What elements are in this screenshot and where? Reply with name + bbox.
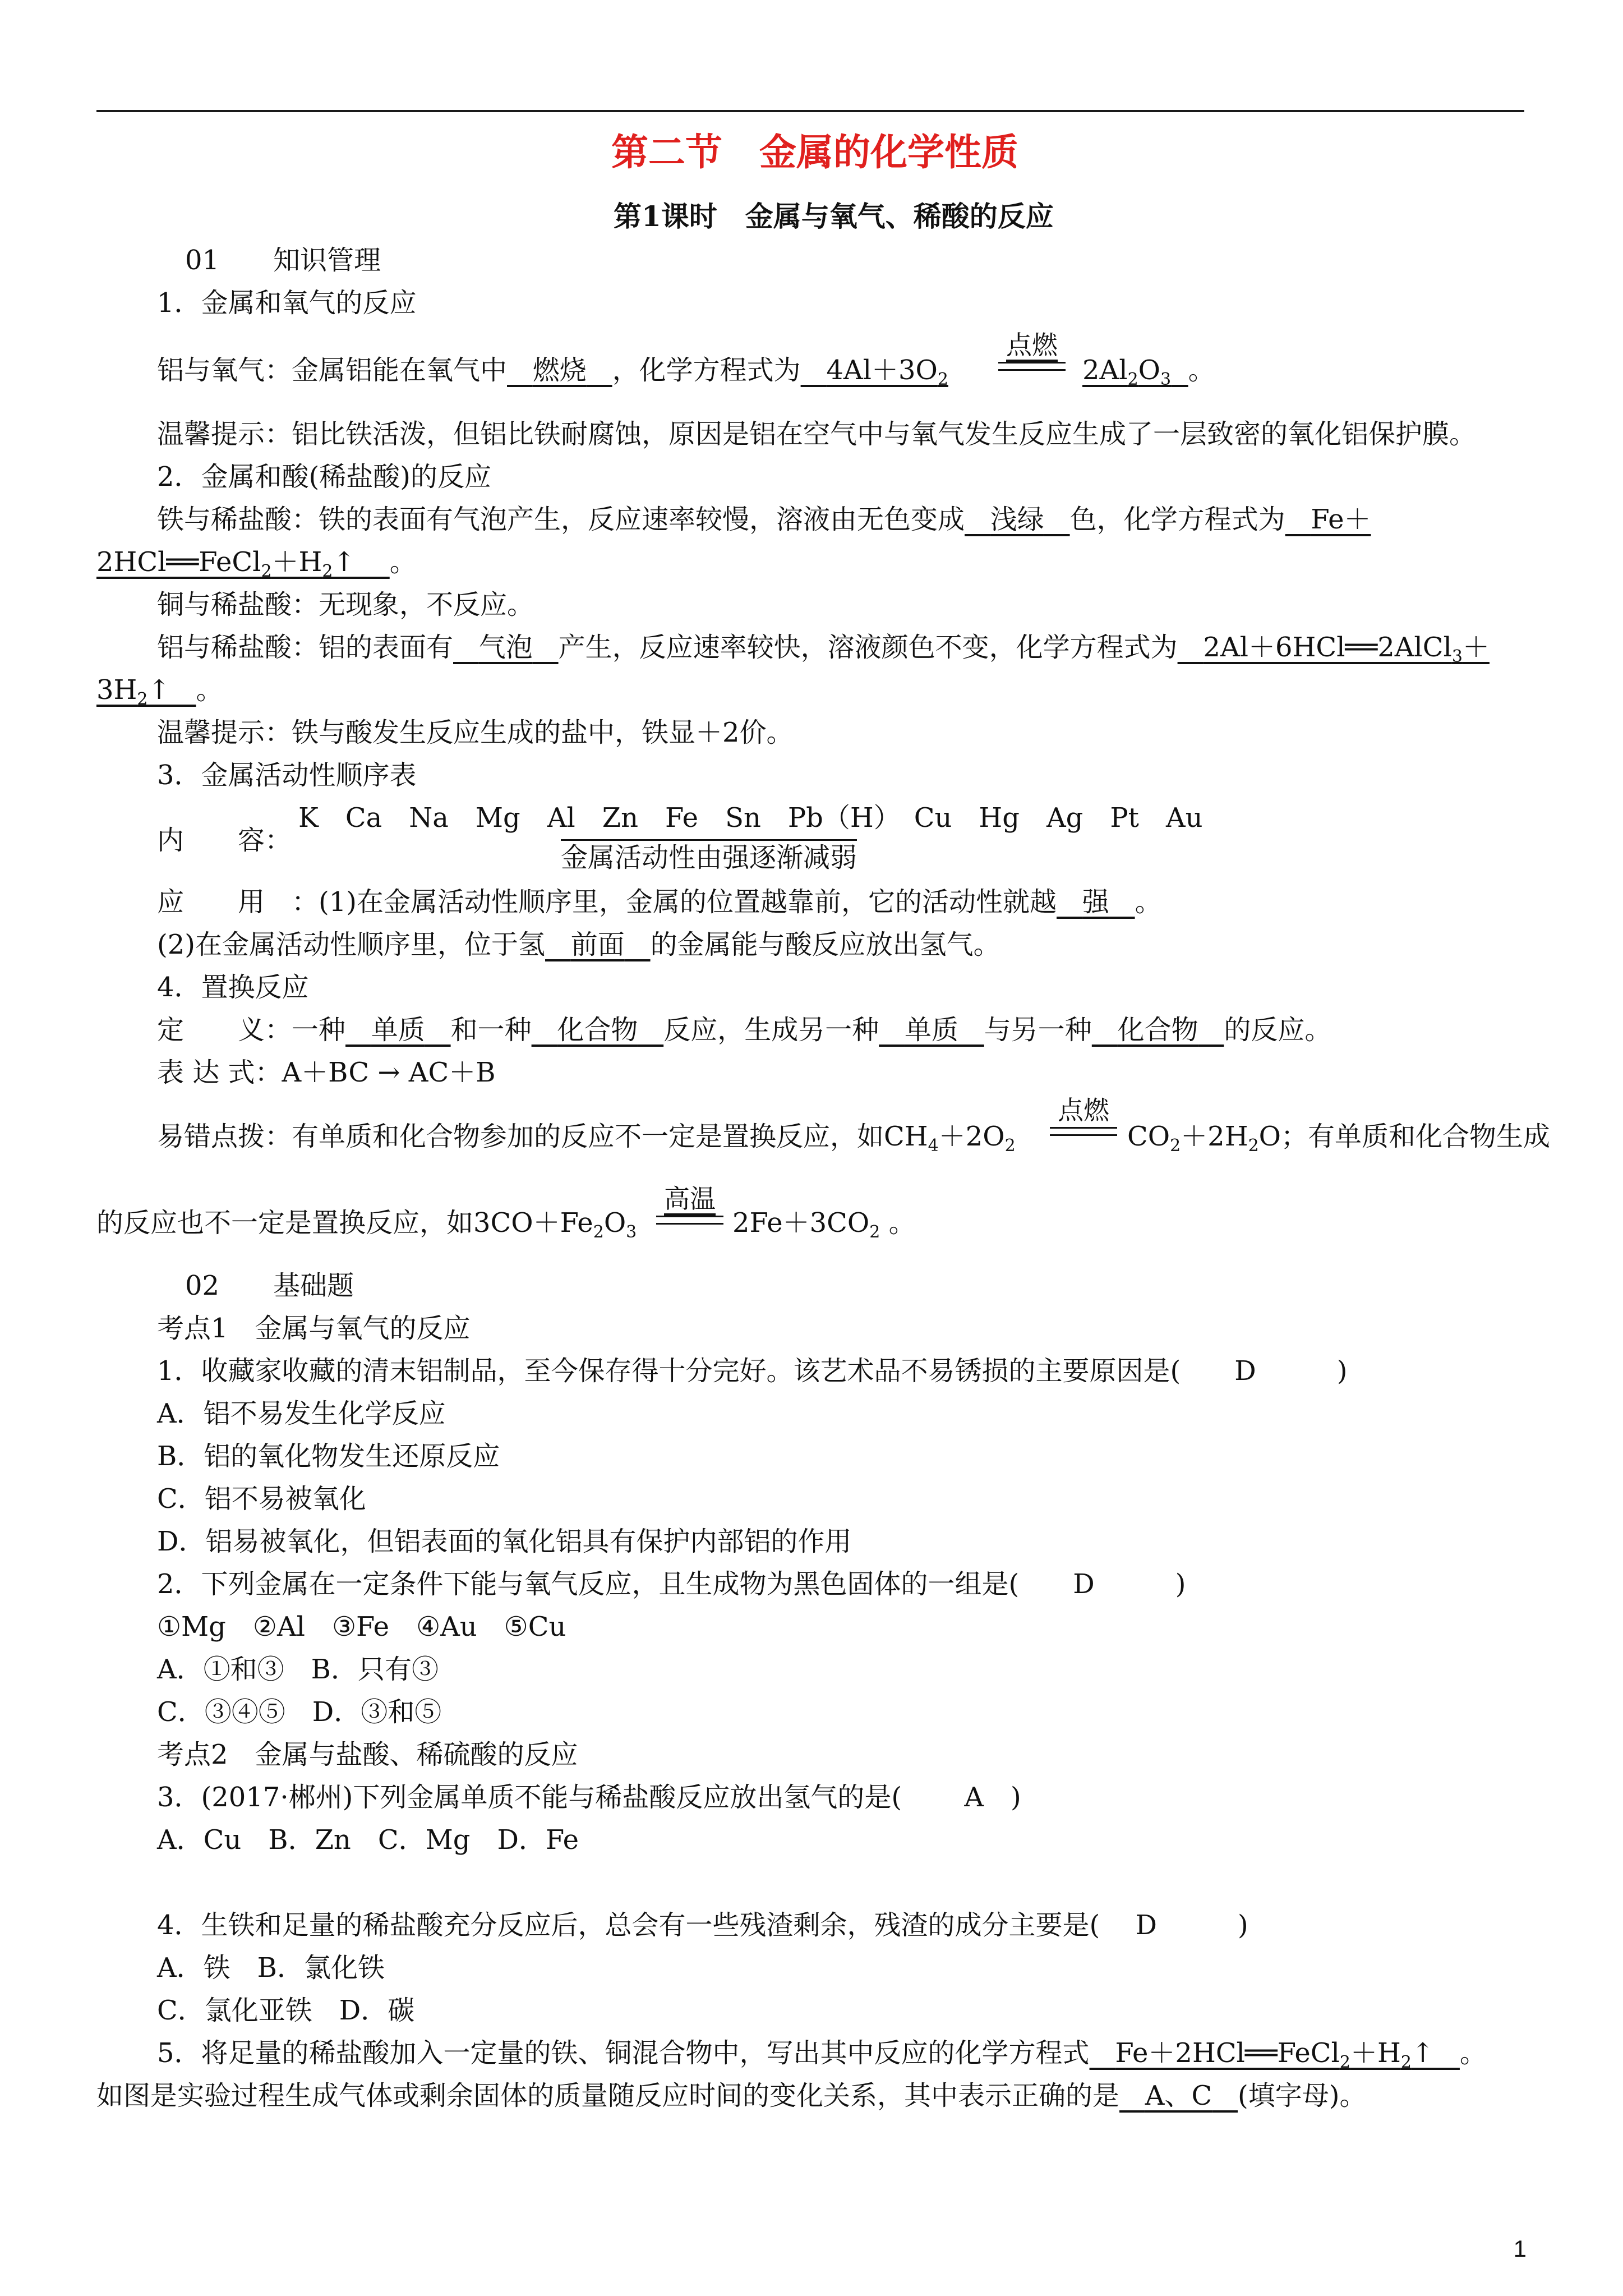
- lesson-subtitle: 第1课时 金属与氧气、稀酸的反应: [614, 200, 1054, 233]
- k2-answer-bubbles: 气泡: [478, 632, 533, 663]
- page-number: 1: [1513, 2235, 1527, 2262]
- k4-heading: 4．置换反应: [157, 972, 309, 1003]
- q4-options-ab: A．铁 B．氯化铁: [157, 1952, 385, 1984]
- k1-tip: 温馨提示：铝比铁活泼，但铝比铁耐腐蚀，原因是铝在空气中与氧气发生反应生成了一层致密的氧化铝保护膜。: [157, 418, 1477, 450]
- q2-stem: 2．下列金属在一定条件下能与氧气反应，且生成物为黑色固体的一组是( D ): [157, 1568, 1186, 1600]
- section-02-heading: 02 基础题: [185, 1270, 354, 1301]
- q2-options-ab: A．①和③ B．只有③: [157, 1654, 439, 1685]
- kp1-heading: 考点1 金属与氧气的反应: [157, 1313, 471, 1344]
- k2-aluminum-line: 铝与稀盐酸：铝的表面有 气泡 产生，反应速率较快，溶液颜色不变，化学方程式为 2Al＋6HCl══2AlCl$_3$＋: [157, 632, 1490, 666]
- q1-stem: 1．收藏家收藏的清末铝制品，至今保存得十分完好。该艺术品不易锈损的主要原因是( D ): [157, 1355, 1348, 1387]
- k1-al-oxygen-line: 铝与氧气：金属铝能在氧气中 燃烧 ，化学方程式为 $4Al+3O_2$: [157, 355, 948, 389]
- k3-heading: 3．金属活动性顺序表: [157, 760, 417, 791]
- k2-copper-line: 铜与稀盐酸：无现象，不反应。: [157, 589, 534, 620]
- k2-aluminum-equation: $3H_2↑$ 。: [96, 674, 223, 709]
- k2-heading: 2．金属和酸(稀盐酸)的反应: [157, 461, 491, 493]
- q1-option-b: B．铝的氧化物发生还原反应: [157, 1441, 500, 1472]
- k3-use-1: 应 用 ：(1)在金属活动性顺序里，金属的位置越靠前，它的活动性就越 强 。: [157, 886, 1162, 918]
- k4-error-line-1: 易错点拨：有单质和化合物参加的反应不一定是置换反应，如$CH_4+2O_2$: [157, 1121, 1016, 1156]
- k4-error-line-1b: $CO_2+2H_2O$；有单质和化合物生成: [1127, 1121, 1551, 1156]
- k2-tip: 温馨提示：铁与酸发生反应生成的盐中，铁显＋2价。: [157, 717, 794, 748]
- q4-stem: 4．生铁和足量的稀盐酸充分反应后，总会有一些残渣剩余，残渣的成分主要是( D ): [157, 1910, 1248, 1941]
- q5-line-2: 如图是实验过程生成气体或剩余固体的质量随反应时间的变化关系，其中表示正确的是 A、C (填字母)。: [96, 2080, 1367, 2111]
- k4-condition-high-temp: 高温: [656, 1185, 723, 1225]
- q5-equation-answer: $Fe+2HCl══FeCl_2+H_2↑$: [1115, 2037, 1460, 2072]
- k2-iron-equation: $2HCl══FeCl_2+H_2↑$ 。: [96, 546, 417, 581]
- k4-error-line-2: 的反应也不一定是置换反应，如$3CO+Fe_2O_3$: [96, 1207, 637, 1242]
- k1-answer-burn: 燃烧: [532, 355, 587, 386]
- q1-option-a: A．铝不易发生化学反应: [157, 1398, 446, 1429]
- k4-definition: 定 义：一种 单质 和一种 化合物 反应，生成另一种 单质 与另一种 化合物 的反应。: [157, 1014, 1332, 1046]
- k3-use-2: (2)在金属活动性顺序里，位于氢 前面 的金属能与酸反应放出氢气。: [157, 929, 1000, 960]
- q4-options-cd: C．氯化亚铁 D．碳: [157, 1995, 415, 2026]
- q3-options: A．Cu B．Zn C．Mg D．Fe: [157, 1824, 579, 1856]
- k4-condition-ignite: 点燃: [1050, 1096, 1117, 1136]
- q2-items: ①Mg ②Al ③Fe ④Au ⑤Cu: [157, 1611, 566, 1642]
- k3-activity-arrow: 金属活动性由强逐渐减弱: [561, 839, 857, 875]
- q3-stem: 3．(2017·郴州)下列金属单质不能与稀盐酸反应放出氢气的是( A ): [157, 1782, 1021, 1813]
- k4-expression: 表 达 式：A＋BC → AC＋B: [157, 1057, 496, 1088]
- k1-equation-left: $4Al+3O_2$: [826, 355, 948, 389]
- k3-metal-series: K Ca Na Mg Al Zn Fe Sn Pb（H） Cu Hg Ag Pt Au: [298, 802, 1203, 834]
- section-01-heading: 01 知识管理: [185, 245, 381, 276]
- kp2-heading: 考点2 金属与盐酸、稀硫酸的反应: [157, 1739, 578, 1770]
- q1-option-d: D．铝易被氧化，但铝表面的氧化铝具有保护内部铝的作用: [157, 1526, 852, 1557]
- k1-heading: 1．金属和氧气的反应: [157, 287, 417, 319]
- q5-choice-answer: A、C: [1145, 2080, 1212, 2111]
- k1-equation-right: $2Al_2O_3$ 。: [1082, 355, 1215, 389]
- page-title: 第二节 金属的化学性质: [611, 130, 1018, 174]
- k2-iron-line: 铁与稀盐酸：铁的表面有气泡产生，反应速率较慢，溶液由无色变成 浅绿 色，化学方程式为 Fe＋: [157, 504, 1371, 535]
- k3-content-label: 内 容：: [157, 825, 292, 856]
- q2-options-cd: C．③④⑤ D．③和⑤: [157, 1696, 442, 1728]
- top-rule: [96, 110, 1524, 112]
- k1-reaction-condition: 点燃: [998, 331, 1066, 371]
- q1-option-c: C．铝不易被氧化: [157, 1483, 366, 1515]
- k4-error-line-2b: $2Fe+3CO_2$ 。: [732, 1207, 916, 1242]
- k2-answer-color: 浅绿: [990, 504, 1044, 535]
- q5-line-1: 5．将足量的稀盐酸加入一定量的铁、铜混合物中，写出其中反应的化学方程式 $Fe+2HCl══FeCl_2+H_2↑$ 。: [157, 2037, 1487, 2072]
